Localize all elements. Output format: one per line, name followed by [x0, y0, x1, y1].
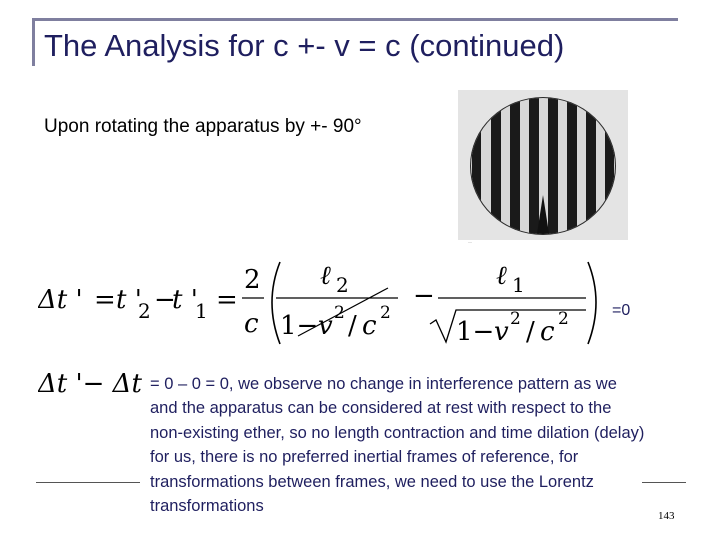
svg-text:c: c	[540, 317, 555, 347]
svg-text:−: −	[413, 281, 435, 311]
svg-text:2: 2	[138, 299, 151, 323]
svg-text:1: 1	[195, 299, 208, 323]
svg-text:2: 2	[336, 273, 349, 297]
svg-text:1−: 1−	[456, 317, 495, 347]
slide-title: The Analysis for c +- v = c (continued)	[44, 28, 565, 63]
svg-text:Δt '− Δt: Δt '− Δt	[38, 369, 142, 399]
explanation-text: = 0 – 0 = 0, we observe no change in interference pattern as we and the apparatus can be considered at rest with respect to the non-existing ether, so no length contraction and time dilation (delay) for us, there is no preferred inertial frames of reference, for transformations between frames, we need to use the Lorentz transformations	[150, 375, 645, 516]
slide-subtitle: Upon rotating the apparatus by +- 90°	[44, 116, 362, 137]
svg-text:2: 2	[244, 265, 261, 295]
svg-text:/: /	[526, 317, 535, 347]
title-frame-left	[32, 18, 35, 66]
svg-text:Δt ': Δt '	[38, 285, 83, 315]
svg-text:v: v	[494, 317, 509, 347]
svg-text:c: c	[244, 309, 259, 339]
svg-text:t ': t '	[116, 285, 142, 315]
svg-text:1−: 1−	[280, 311, 319, 341]
delta-t-difference	[38, 362, 148, 402]
svg-text:1: 1	[512, 273, 525, 297]
photo-caption: —	[468, 239, 472, 244]
svg-text:2: 2	[334, 303, 345, 323]
page-number: 143	[658, 510, 675, 522]
svg-text:2: 2	[380, 303, 391, 323]
svg-text:t ': t '	[172, 285, 198, 315]
svg-text:=: =	[216, 285, 238, 315]
svg-text:ℓ: ℓ	[496, 261, 507, 291]
svg-text:c: c	[362, 311, 377, 341]
svg-text:2: 2	[558, 309, 569, 329]
svg-text:v: v	[318, 311, 333, 341]
interference-fringes-photo	[458, 90, 628, 240]
equation-result: =0	[612, 302, 631, 319]
time-difference-equation	[38, 252, 638, 352]
footer-rule-right	[642, 482, 686, 483]
svg-text:ℓ: ℓ	[320, 261, 331, 291]
footer-rule-left	[36, 482, 140, 483]
svg-text:=: =	[94, 285, 116, 315]
svg-text:2: 2	[510, 309, 521, 329]
svg-text:/: /	[348, 311, 357, 341]
title-frame-top	[32, 18, 678, 21]
svg-text:−: −	[154, 285, 176, 315]
